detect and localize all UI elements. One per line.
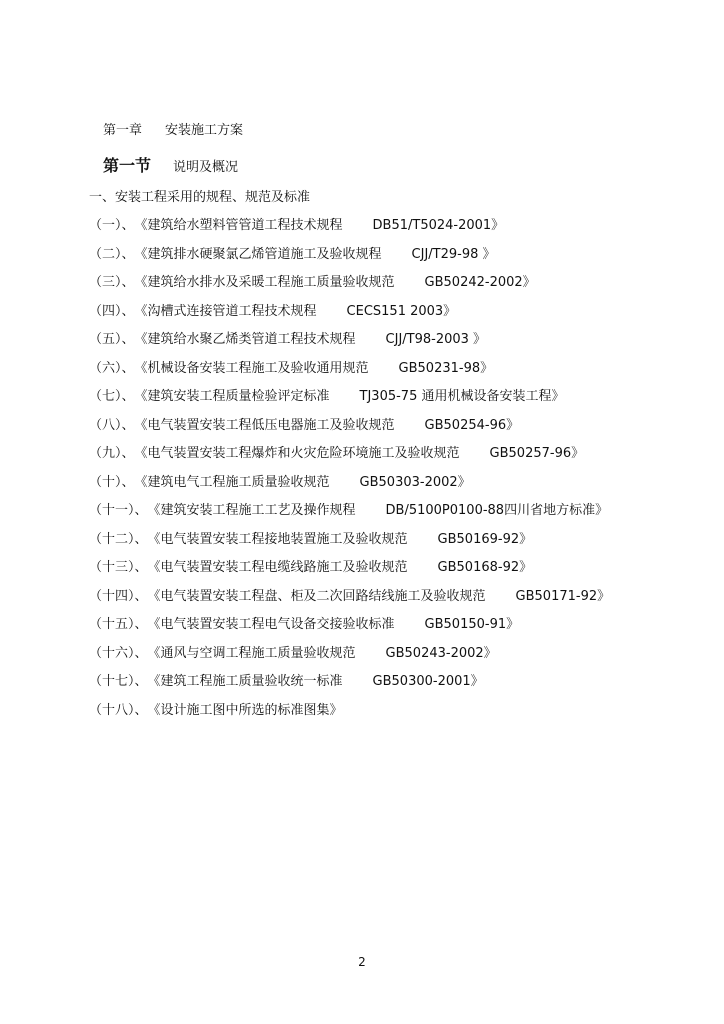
list-item bbox=[89, 616, 610, 645]
standard-name: 《电气装置安装工程接地装置施工及验收规范 bbox=[147, 531, 408, 547]
list-item-index: （五）、 bbox=[89, 332, 135, 347]
chapter-heading bbox=[103, 122, 243, 140]
standard-name: 《电气装置安装工程电缆线路施工及验收规范 bbox=[147, 560, 408, 575]
standard-name: 《建筑电气工程施工质量验收规范 bbox=[134, 474, 330, 490]
standard-name: 《电气装置安装工程盘、柜及二次回路结线施工及验收规范 bbox=[147, 588, 486, 604]
list-item bbox=[89, 559, 610, 588]
list-item bbox=[89, 274, 610, 303]
standard-name: 《电气装置安装工程爆炸和火灾危险环境施工及验收规范 bbox=[134, 446, 460, 461]
standard-name: 《建筑排水硬聚氯乙烯管道施工及验收规程 bbox=[134, 246, 382, 262]
standard-code: DB51/T5024-2001》 bbox=[372, 218, 505, 233]
list-item-index: （一）、 bbox=[89, 218, 135, 233]
standard-code: GB50300-2001》 bbox=[372, 674, 484, 689]
list-item-index: （十八）、 bbox=[89, 702, 148, 718]
standard-code: CJJ/T98-2003 》 bbox=[385, 332, 487, 347]
list-item-index: （十二）、 bbox=[89, 531, 148, 547]
list-item bbox=[89, 502, 610, 531]
standard-name: 《电气装置安装工程电气设备交接验收标准 bbox=[147, 617, 395, 632]
list-item-index: （十五）、 bbox=[89, 617, 148, 632]
standard-name: 《建筑工程施工质量验收统一标准 bbox=[147, 674, 343, 689]
standard-code: GB50243-2002》 bbox=[385, 645, 497, 661]
list-item bbox=[89, 474, 610, 503]
standard-name: 《建筑安装工程质量检验评定标准 bbox=[134, 389, 330, 404]
list-item-index: （六）、 bbox=[89, 360, 135, 376]
list-item-index: （十）、 bbox=[89, 474, 135, 490]
list-item bbox=[89, 445, 610, 474]
list-item-index: （八）、 bbox=[89, 417, 135, 433]
page-number: 2 bbox=[358, 955, 366, 969]
list-item bbox=[89, 531, 610, 560]
standard-name: 《机械设备安装工程施工及验收通用规范 bbox=[134, 360, 369, 376]
standard-code: CECS151 2003》 bbox=[346, 303, 457, 319]
section-title: 说明及概况 bbox=[173, 160, 239, 175]
standard-name: 《建筑给水排水及采暖工程施工质量验收规范 bbox=[134, 275, 395, 290]
standard-code: CJJ/T29-98 》 bbox=[411, 246, 496, 262]
standard-code: GB50303-2002》 bbox=[359, 474, 471, 490]
list-item bbox=[89, 360, 610, 389]
list-item bbox=[89, 645, 610, 674]
standard-code: TJ305-75 通用机械设备安装工程》 bbox=[359, 389, 565, 404]
list-item bbox=[89, 673, 610, 702]
section-number: 第一节 bbox=[103, 156, 152, 175]
standard-name: 《沟槽式连接管道工程技术规程 bbox=[134, 303, 317, 319]
standard-name: 《建筑给水聚乙烯类管道工程技术规程 bbox=[134, 332, 356, 347]
standard-code: GB50168-92》 bbox=[437, 560, 533, 575]
list-item-index: （十四）、 bbox=[89, 588, 148, 604]
standard-code: GB50150-91》 bbox=[424, 617, 520, 632]
list-item-index: （十一）、 bbox=[89, 503, 148, 518]
list-item-index: （四）、 bbox=[89, 303, 135, 319]
list-item-index: （十三）、 bbox=[89, 560, 148, 575]
list-item bbox=[89, 246, 610, 275]
standard-name: 《电气装置安装工程低压电器施工及验收规范 bbox=[134, 417, 395, 433]
standard-code: GB50231-98》 bbox=[398, 360, 494, 376]
standard-name: 《通风与空调工程施工质量验收规范 bbox=[147, 645, 356, 661]
list-item bbox=[89, 303, 610, 332]
list-item-index: （十六）、 bbox=[89, 645, 148, 661]
standard-name: 《建筑给水塑料管管道工程技术规程 bbox=[134, 218, 343, 233]
list-item-index: （二）、 bbox=[89, 246, 135, 262]
standard-code: GB50169-92》 bbox=[437, 531, 533, 547]
subsection-heading: 一、安装工程采用的规程、规范及标准 bbox=[89, 190, 311, 205]
list-item-index: （七）、 bbox=[89, 389, 135, 404]
list-item bbox=[89, 588, 610, 617]
standards-list bbox=[89, 217, 610, 730]
list-item bbox=[89, 331, 610, 360]
chapter-number: 第一章 bbox=[103, 123, 143, 138]
standard-code: GB50257-96》 bbox=[489, 446, 585, 461]
standard-name: 《建筑安装工程施工工艺及操作规程 bbox=[147, 503, 356, 518]
chapter-title: 安装施工方案 bbox=[165, 123, 244, 138]
list-item-index: （九）、 bbox=[89, 446, 135, 461]
section-heading bbox=[103, 154, 238, 180]
standard-code: GB50254-96》 bbox=[424, 417, 520, 433]
list-item bbox=[89, 217, 610, 246]
list-item bbox=[89, 388, 610, 417]
standard-code: DB/5100P0100-88四川省地方标准》 bbox=[385, 503, 609, 518]
standard-name: 《设计施工图中所选的标准图集》 bbox=[147, 702, 343, 718]
list-item-index: （三）、 bbox=[89, 275, 135, 290]
list-item-index: （十七）、 bbox=[89, 674, 148, 689]
list-item bbox=[89, 417, 610, 446]
standard-code: GB50242-2002》 bbox=[424, 275, 536, 290]
list-item bbox=[89, 702, 610, 731]
standard-code: GB50171-92》 bbox=[515, 588, 611, 604]
